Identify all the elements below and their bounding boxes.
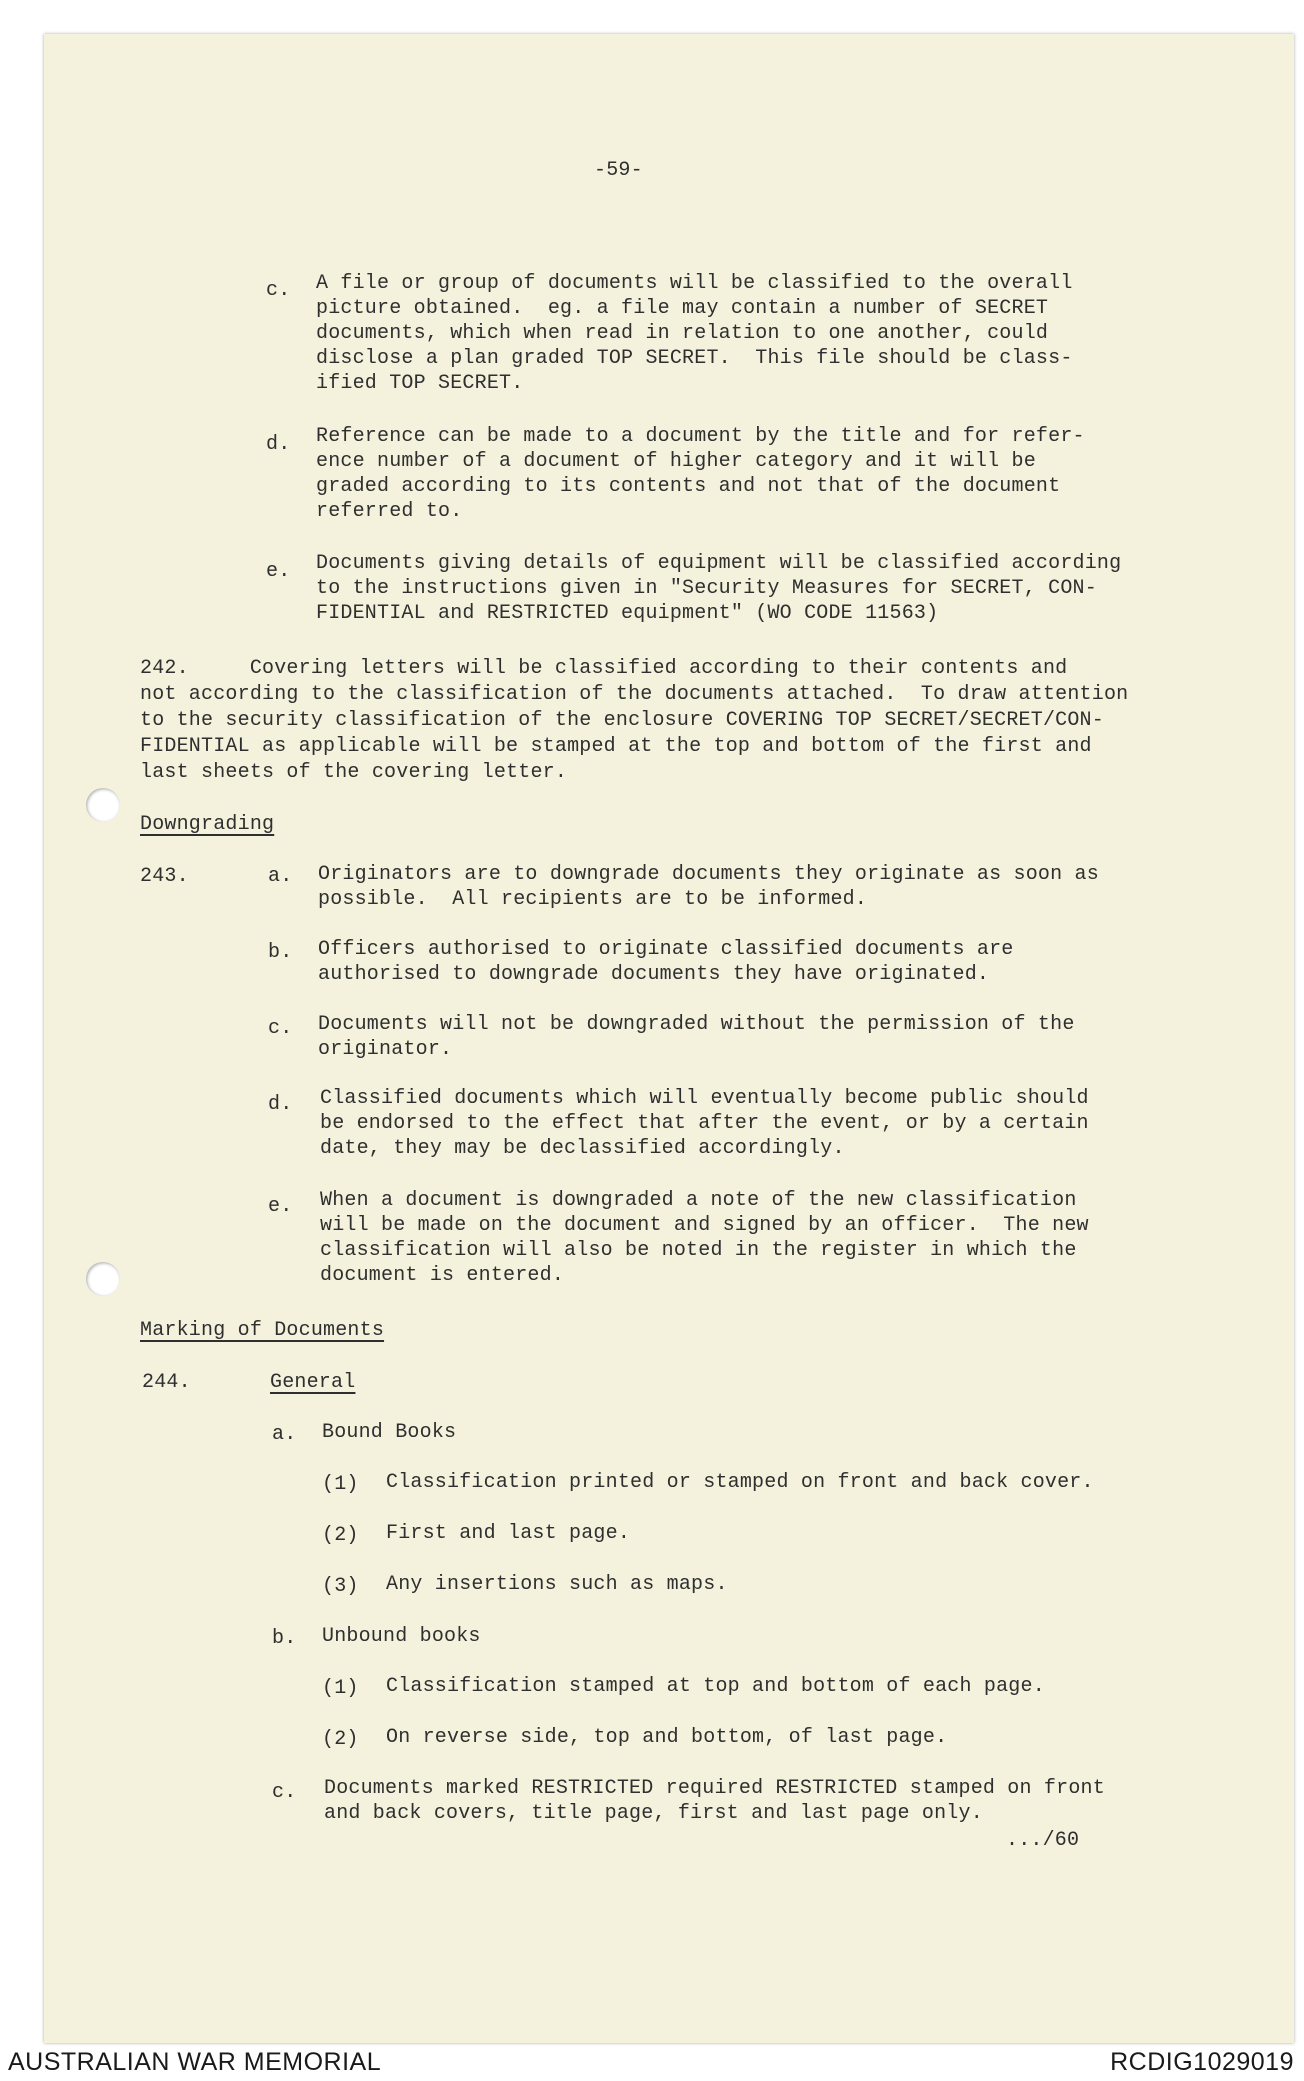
item-244b-text: Unbound books xyxy=(322,1625,481,1648)
item-d-label: d. xyxy=(266,433,291,456)
item-243d-label: d. xyxy=(268,1093,293,1116)
heading-marking-of-documents: Marking of Documents xyxy=(140,1319,385,1342)
item-c-label: c. xyxy=(266,279,291,302)
item-244a-text: Bound Books xyxy=(322,1421,457,1444)
subheading-general: General xyxy=(270,1371,356,1394)
footer-source: AUSTRALIAN WAR MEMORIAL xyxy=(8,2048,382,2076)
item-244b1-num: (1) xyxy=(322,1677,359,1700)
item-243a-label: a. xyxy=(268,865,293,888)
item-243b-label: b. xyxy=(268,941,293,964)
item-244b2-num: (2) xyxy=(322,1728,359,1751)
item-243c-label: c. xyxy=(268,1017,293,1040)
item-244a3-text: Any insertions such as maps. xyxy=(386,1573,728,1596)
heading-downgrading: Downgrading xyxy=(140,813,275,836)
paragraph-243-number: 243. xyxy=(140,865,189,888)
continuation-marker: .../60 xyxy=(1006,1829,1080,1852)
item-e-label: e. xyxy=(266,560,291,583)
item-244b1-text: Classification stamped at top and bottom of each page. xyxy=(386,1675,1045,1698)
page-number: -59- xyxy=(594,159,643,182)
item-244a2-text: First and last page. xyxy=(386,1522,631,1545)
item-244a-label: a. xyxy=(272,1423,297,1446)
item-244a2-num: (2) xyxy=(322,1524,359,1547)
item-243e-label: e. xyxy=(268,1195,293,1218)
punch-hole xyxy=(86,788,120,822)
item-244a1-text: Classification printed or stamped on front and back cover. xyxy=(386,1471,1094,1494)
item-244b2-text: On reverse side, top and bottom, of last page. xyxy=(386,1726,948,1749)
item-244a1-num: (1) xyxy=(322,1473,359,1496)
footer-record-id: RCDIG1029019 xyxy=(1110,2048,1294,2076)
item-244c-label: c. xyxy=(272,1781,297,1804)
punch-hole xyxy=(86,1262,120,1296)
item-244a3-num: (3) xyxy=(322,1575,359,1598)
paragraph-244-number: 244. xyxy=(142,1371,191,1394)
item-244b-label: b. xyxy=(272,1627,297,1650)
